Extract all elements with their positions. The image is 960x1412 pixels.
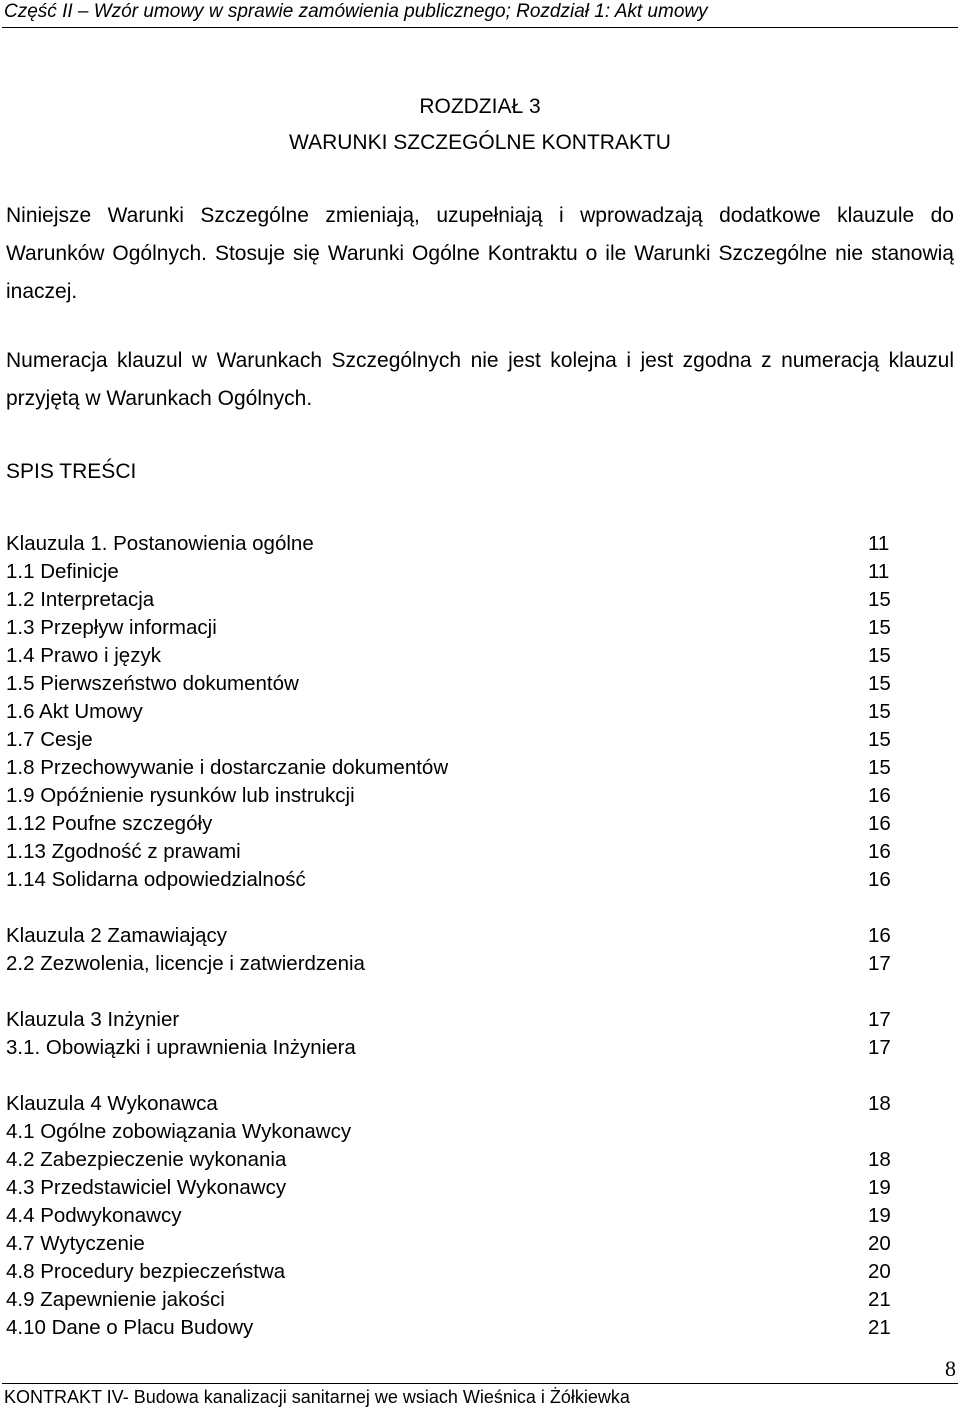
toc-entry-label: 1.8 Przechowywanie i dostarczanie dokumentów — [6, 756, 449, 779]
toc-entry-label: 1.1 Definicje — [6, 560, 119, 583]
table-of-contents — [6, 530, 896, 1342]
toc-entry-label: 1.7 Cesje — [6, 728, 93, 751]
toc-entry-page: 19 — [868, 1176, 891, 1199]
toc-entry-label: 4.3 Przedstawiciel Wykonawcy — [6, 1176, 287, 1199]
toc-group-spacer — [6, 1062, 896, 1090]
toc-entry[interactable] — [6, 1118, 896, 1146]
toc-entry[interactable] — [6, 838, 896, 866]
toc-group-spacer — [6, 894, 896, 922]
toc-entry-page: 15 — [868, 700, 891, 723]
toc-entry[interactable] — [6, 670, 896, 698]
page-number: 8 — [945, 1356, 956, 1381]
toc-entry-page: 21 — [868, 1316, 891, 1339]
toc-entry[interactable] — [6, 530, 896, 558]
toc-entry[interactable] — [6, 754, 896, 782]
toc-entry[interactable] — [6, 558, 896, 586]
toc-entry[interactable] — [6, 698, 896, 726]
toc-entry[interactable] — [6, 1202, 896, 1230]
toc-entry-label: 2.2 Zezwolenia, licencje i zatwierdzenia — [6, 952, 365, 975]
toc-entry-page: 21 — [868, 1288, 891, 1311]
toc-entry-label: Klauzula 1. Postanowienia ogólne — [6, 532, 314, 555]
toc-entry[interactable] — [6, 866, 896, 894]
toc-entry[interactable] — [6, 1034, 896, 1062]
toc-entry[interactable] — [6, 586, 896, 614]
toc-entry[interactable] — [6, 614, 896, 642]
toc-entry-label: 1.13 Zgodność z prawami — [6, 840, 241, 863]
toc-entry-page: 15 — [868, 672, 891, 695]
toc-entry-page: 17 — [868, 1036, 891, 1059]
toc-entry-page: 15 — [868, 616, 891, 639]
page-header: Część II – Wzór umowy w sprawie zamówienia publicznego; Rozdział 1: Akt umowy — [4, 1, 708, 22]
toc-entry-page: 16 — [868, 840, 891, 863]
toc-entry-label: 1.14 Solidarna odpowiedzialność — [6, 868, 306, 891]
toc-entry[interactable] — [6, 1174, 896, 1202]
toc-entry-label: 1.2 Interpretacja — [6, 588, 155, 611]
toc-entry-label: 1.12 Poufne szczegóły — [6, 812, 213, 835]
toc-entry-label: 4.1 Ogólne zobowiązania Wykonawcy — [6, 1120, 352, 1143]
toc-entry-label: 4.9 Zapewnienie jakości — [6, 1288, 225, 1311]
toc-entry-label: 1.3 Przepływ informacji — [6, 616, 217, 639]
toc-entry[interactable] — [6, 642, 896, 670]
toc-entry[interactable] — [6, 1314, 896, 1342]
toc-entry-page: 16 — [868, 868, 891, 891]
toc-entry-page: 18 — [868, 1148, 891, 1171]
toc-entry[interactable] — [6, 1006, 896, 1034]
footer-divider — [2, 1383, 958, 1384]
toc-entry[interactable] — [6, 1286, 896, 1314]
toc-entry-label: Klauzula 3 Inżynier — [6, 1008, 180, 1031]
toc-entry-page: 20 — [868, 1232, 891, 1255]
toc-entry-page: 15 — [868, 728, 891, 751]
toc-entry[interactable] — [6, 1258, 896, 1286]
toc-entry[interactable] — [6, 922, 896, 950]
toc-entry-page: 11 — [868, 532, 890, 555]
toc-entry-page: 19 — [868, 1204, 891, 1227]
toc-entry-page: 16 — [868, 812, 891, 835]
toc-entry-label: Klauzula 4 Wykonawca — [6, 1092, 218, 1115]
intro-paragraph-2: Numeracja klauzul w Warunkach Szczególnych nie jest kolejna i jest zgodna z numeracją klauzul przyjętą w Warunkach Ogólnych. — [6, 349, 954, 410]
toc-entry-page: 11 — [868, 560, 890, 583]
toc-entry-page: 17 — [868, 1008, 891, 1031]
toc-entry-label: Klauzula 2 Zamawiający — [6, 924, 228, 947]
toc-entry[interactable] — [6, 950, 896, 978]
toc-group-spacer — [6, 978, 896, 1006]
toc-entry[interactable] — [6, 782, 896, 810]
toc-entry[interactable] — [6, 1146, 896, 1174]
toc-entry-page: 15 — [868, 588, 891, 611]
toc-entry-page: 18 — [868, 1092, 891, 1115]
toc-entry[interactable] — [6, 1090, 896, 1118]
toc-entry-label: 3.1. Obowiązki i uprawnienia Inżyniera — [6, 1036, 356, 1059]
page-footer: KONTRAKT IV- Budowa kanalizacji sanitarnej we wsiach Wieśnica i Żółkiewka — [4, 1387, 630, 1407]
toc-entry[interactable] — [6, 810, 896, 838]
toc-entry[interactable] — [6, 1230, 896, 1258]
toc-entry-label: 4.4 Podwykonawcy — [6, 1204, 182, 1227]
toc-entry[interactable] — [6, 726, 896, 754]
toc-entry-label: 1.9 Opóźnienie rysunków lub instrukcji — [6, 784, 355, 807]
toc-entry-label: 4.8 Procedury bezpieczeństwa — [6, 1260, 286, 1283]
toc-entry-label: 4.7 Wytyczenie — [6, 1232, 145, 1255]
toc-entry-label: 1.5 Pierwszeństwo dokumentów — [6, 672, 299, 695]
toc-entry-page: 15 — [868, 644, 891, 667]
toc-heading: SPIS TREŚCI — [6, 460, 137, 483]
intro-paragraph-1: Niniejsze Warunki Szczególne zmieniają, uzupełniają i wprowadzają dodatkowe klauzule do Warunków Ogólnych. Stosuje się Warunki Ogólne Kontraktu o ile Warunki Szczególne nie stanowią inaczej. — [6, 204, 954, 303]
toc-entry-label: 1.6 Akt Umowy — [6, 700, 143, 723]
chapter-number: ROZDZIAŁ 3 — [419, 95, 541, 118]
toc-entry-page: 15 — [868, 756, 891, 779]
toc-entry-page: 20 — [868, 1260, 891, 1283]
toc-entry-page: 17 — [868, 952, 891, 975]
toc-entry-page: 16 — [868, 784, 891, 807]
toc-entry-page: 16 — [868, 924, 891, 947]
toc-entry-label: 4.2 Zabezpieczenie wykonania — [6, 1148, 287, 1171]
toc-entry-label: 1.4 Prawo i język — [6, 644, 161, 667]
header-divider — [2, 27, 958, 28]
toc-entry-label: 4.10 Dane o Placu Budowy — [6, 1316, 254, 1339]
chapter-title: WARUNKI SZCZEGÓLNE KONTRAKTU — [289, 131, 671, 154]
